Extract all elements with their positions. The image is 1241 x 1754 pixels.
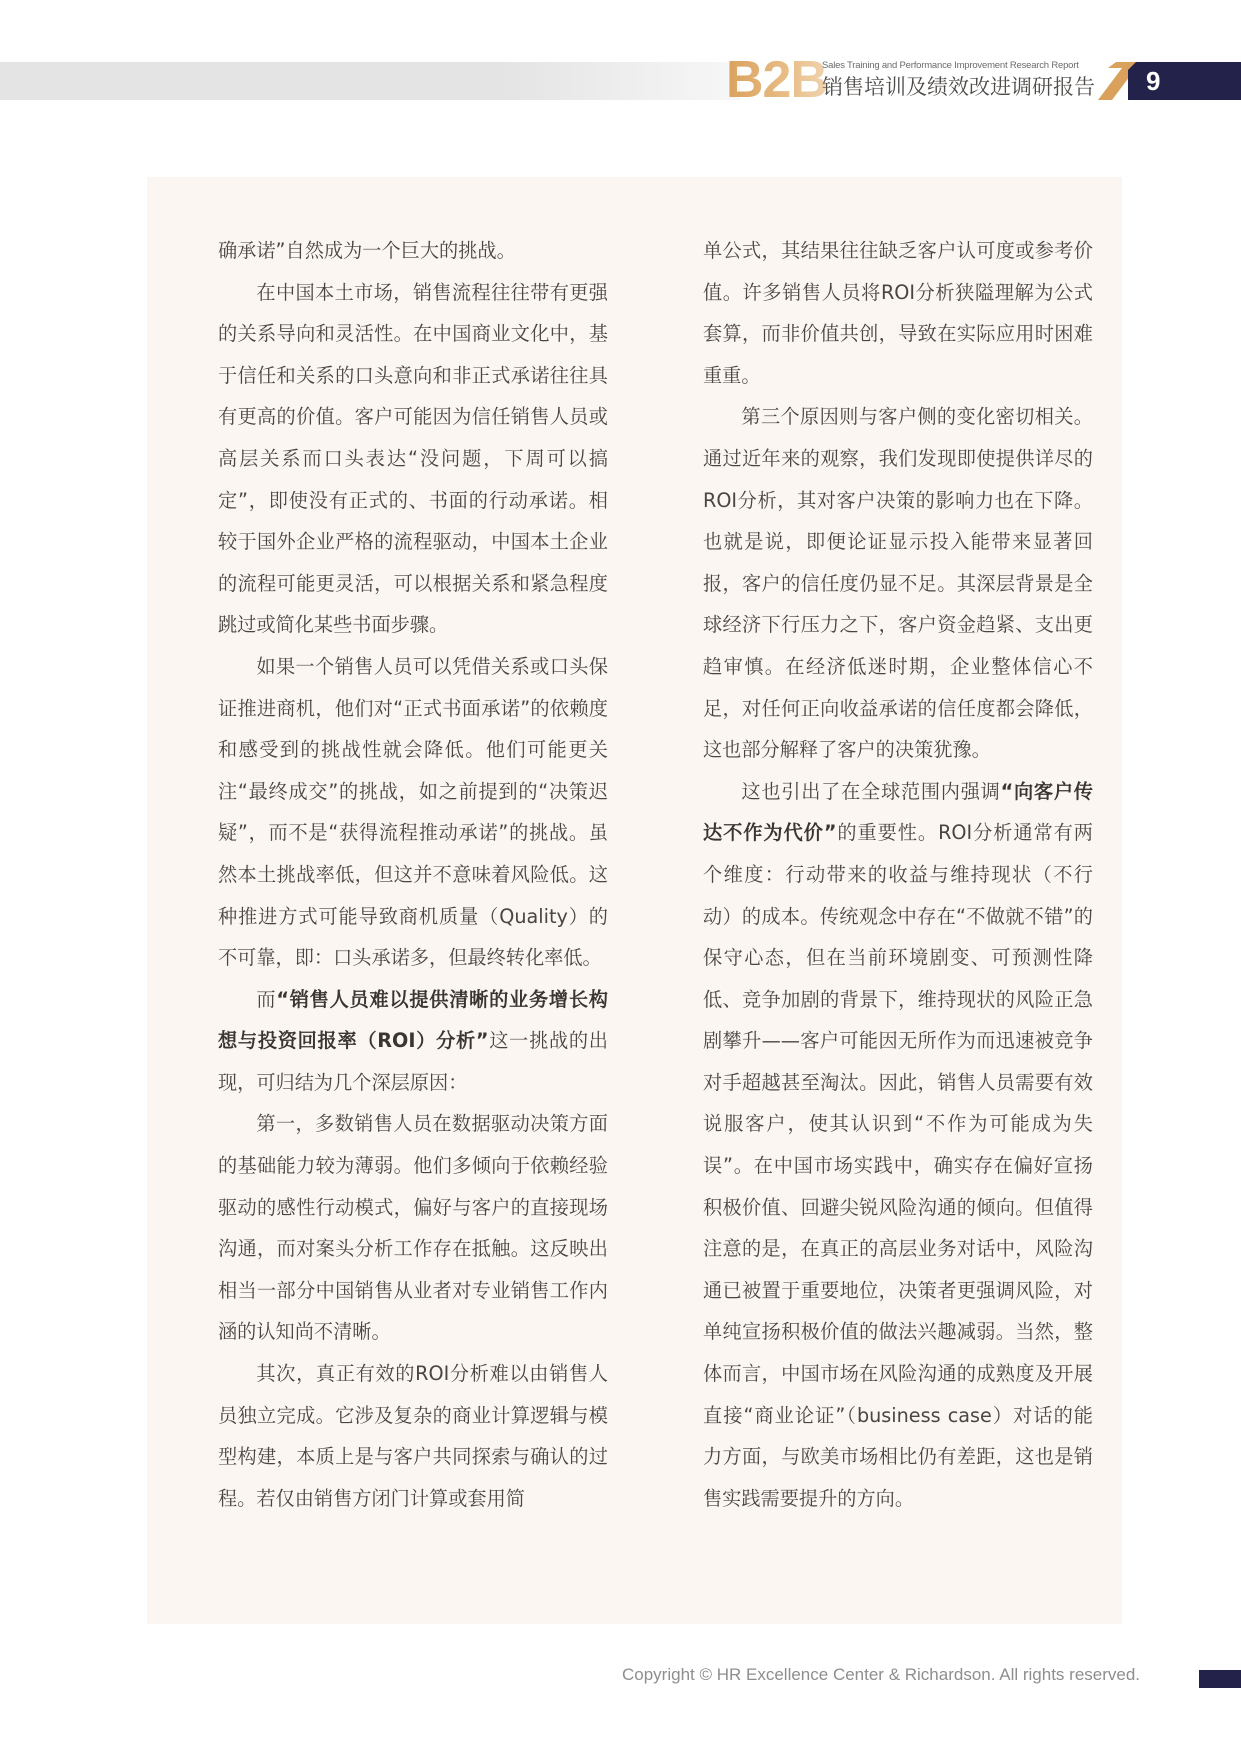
- paragraph-with-emphasis: 这也引出了在全球范围内强调“向客户传达不作为代价”的重要性。ROI分析通常有两个维度：行动带来的收益与维持现状（不行动）的成本。传统观念中存在“不做就不错”的保守心态，但在当前环境剧变、可预测性降低、竞争加剧的背景下，维持现状的风险正急剧攀升——客户可能因无所作为而迅速被竞争对手超越甚至淘汰。因此，销售人员需要有效说服客户，使其认识到“不作为可能成为失误”。在中国市场实践中，确实存在偏好宣扬积极价值、回避尖锐风险沟通的倾向。但值得注意的是，在真正的高层业务对话中，风险沟通已被置于重要地位，决策者更强调风险，对单纯宣扬积极价值的做法兴趣减弱。当然，整体而言，中国市场在风险沟通的成熟度及开展直接“商业论证”（business case）对话的能力方面，与欧美市场相比仍有差距，这也是销售实践需要提升的方向。: [703, 779, 1093, 1510]
- paragraph: 第一，多数销售人员在数据驱动决策方面的基础能力较为薄弱。他们多倾向于依赖经验驱动的感性行动模式，偏好与客户的直接现场沟通，而对案头分析工作存在抵触。这反映出相当一部分中国销售从业者对专业销售工作内涵的认知尚不清晰。: [218, 1112, 608, 1344]
- paragraph: 其次，真正有效的ROI分析难以由销售人员独立完成。它涉及复杂的商业计算逻辑与模型构建，本质上是与客户共同探索与确认的过程。若仅由销售方闭门计算或套用简: [218, 1362, 608, 1510]
- page-number: 9: [1146, 66, 1161, 96]
- footer-accent-block: [1199, 1670, 1241, 1688]
- paragraph: 在中国本土市场，销售流程往往带有更强的关系导向和灵活性。在中国商业文化中，基于信任和关系的口头意向和非正式承诺往往具有更高的价值。客户可能因为信任销售人员或高层关系而口头表达“没问题，下周可以搞定”，即使没有正式的、书面的行动承诺。相较于国外企业严格的流程驱动，中国本土企业的流程可能更灵活，可以根据关系和紧急程度跳过或简化某些书面步骤。: [218, 280, 608, 637]
- report-subtitle-cn: 销售培训及绩效改进调研报告: [822, 75, 1095, 99]
- emphasis-text: “向客户传达不作为代价”: [703, 779, 1093, 845]
- report-subtitle-en: Sales Training and Performance Improvement Research Report: [822, 60, 1079, 71]
- header-band: [0, 62, 740, 100]
- right-column: [703, 230, 1093, 1519]
- b2b-logo: B2B: [726, 51, 828, 109]
- page-number-box: [1136, 62, 1241, 100]
- paragraph: 确承诺”自然成为一个巨大的挑战。: [218, 239, 516, 262]
- paragraph: 第三个原因则与客户侧的变化密切相关。通过近年来的观察，我们发现即使提供详尽的ROI分析，其对客户决策的影响力也在下降。也就是说，即便论证显示投入能带来显著回报，客户的信任度仍显不足。其深层背景是全球经济下行压力之下，客户资金趋紧、支出更趋审慎。在经济低迷时期，企业整体信心不足，对任何正向收益承诺的信任度都会降低，这也部分解释了客户的决策犹豫。: [703, 405, 1093, 762]
- paragraph: 如果一个销售人员可以凭借关系或口头保证推进商机，他们对“正式书面承诺”的依赖度和感受到的挑战性就会降低。他们可能更关注“最终成交”的挑战，如之前提到的“决策迟疑”，而不是“获得流程推动承诺”的挑战。虽然本土挑战率低，但这并不意味着风险低。这种推进方式可能导致商机质量（Quality）的不可靠，即：口头承诺多，但最终转化率低。: [218, 654, 608, 970]
- left-column: [218, 230, 608, 1519]
- paragraph-with-emphasis: 而“销售人员难以提供清晰的业务增长构想与投资回报率（ROI）分析”这一挑战的出现，可归结为几个深层原因：: [218, 987, 608, 1094]
- paragraph: 单公式，其结果往往缺乏客户认可度或参考价值。许多销售人员将ROI分析狭隘理解为公式套算，而非价值共创，导致在实际应用时困难重重。: [703, 239, 1093, 387]
- arrow-up-right-icon: [1098, 62, 1136, 100]
- copyright-notice: Copyright © HR Excellence Center & Richardson. All rights reserved.: [622, 1665, 1141, 1684]
- emphasis-text: “销售人员难以提供清晰的业务增长构想与投资回报率（ROI）分析”: [218, 987, 608, 1053]
